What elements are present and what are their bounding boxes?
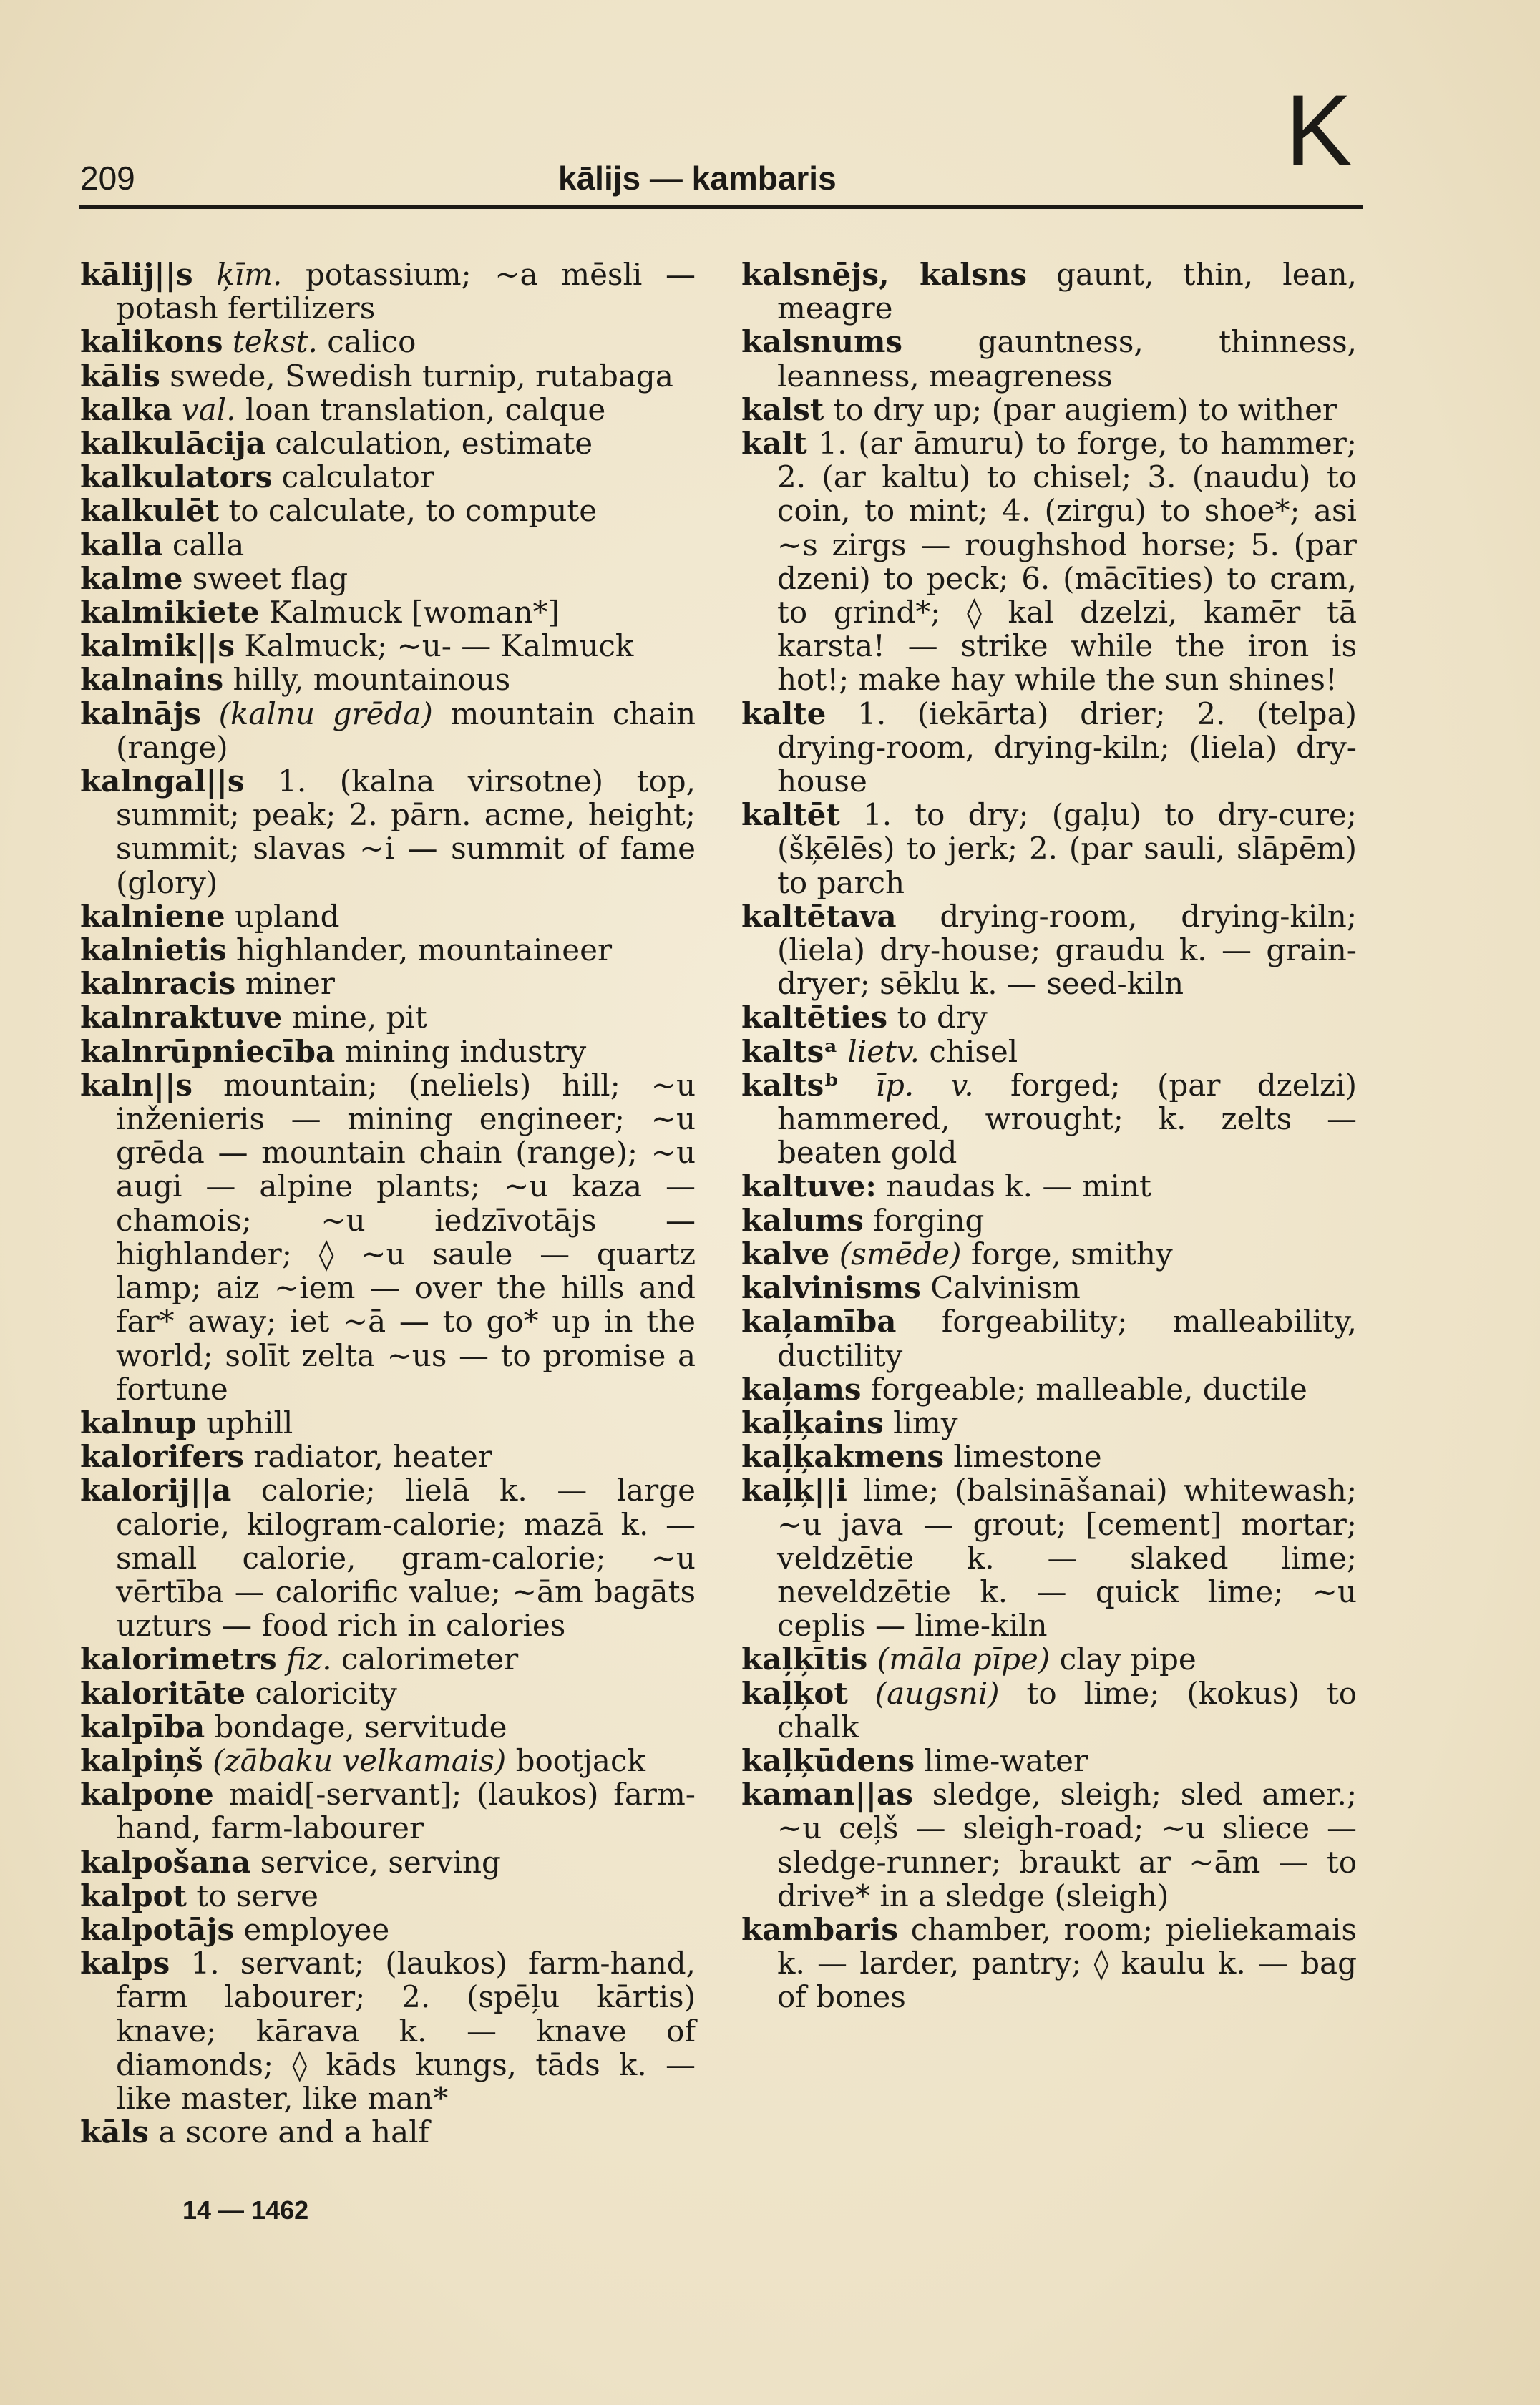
entry-headword: kalkulēt <box>80 493 219 529</box>
entry-definition: potassium; ~a mēsli — potash fertilizers <box>116 257 696 326</box>
entry-definition: sweet flag <box>192 560 349 596</box>
entry-definition: to calculate, to compute <box>228 493 598 529</box>
printer-signature: 14 — 1462 <box>182 2195 309 2225</box>
entry-headword: kalla <box>80 527 163 562</box>
entry-definition: highlander, mountaineer <box>235 932 613 968</box>
entry-headword: kaman||as <box>741 1777 913 1813</box>
entry-definition: gauntness, thinness, leanness, meagreness <box>777 324 1357 394</box>
entry-headword: kaļķ||i <box>741 1473 847 1508</box>
entry-definition: chisel <box>929 1033 1018 1069</box>
entry-definition: 1. to dry; (gaļu) to dry-cure; (šķēlēs) to jerk; 2. (par sauli, slāpēm) to parch <box>777 797 1357 900</box>
entry-definition: sledge, sleigh; sled amer.; ~u ceļš — sleigh-road; ~u sliece — sledge-runner; braukt ar ~ām — to drive* in a sledge (sleigh) <box>777 1777 1357 1913</box>
entry-headword: kālis <box>80 358 160 394</box>
entry-definition: limy <box>893 1405 958 1440</box>
dictionary-entry <box>741 1642 1357 1676</box>
dictionary-entry <box>741 258 1357 325</box>
entry-definition: a score and a half <box>158 2114 430 2150</box>
entry-headword: kalpotājs <box>80 1911 235 1947</box>
entry-headword: kalmikiete <box>80 595 260 630</box>
entry-headword: kaļķītis <box>741 1641 868 1677</box>
entry-headword: kalvinisms <box>741 1270 921 1306</box>
entry-definition: drying-room, drying-kiln; (liela) dry-house; graudu k. — grain-dryer; sēklu k. — seed-kiln <box>777 898 1357 1002</box>
entry-definition: to lime; (kokus) to chalk <box>777 1675 1357 1745</box>
dictionary-entry <box>741 1035 1357 1068</box>
entry-headword: kalte <box>741 696 827 731</box>
entry-definition: uphill <box>206 1405 293 1440</box>
dictionary-entry <box>80 967 696 1000</box>
entry-headword: kalst <box>741 391 824 427</box>
dictionary-entry <box>80 460 696 494</box>
dictionary-entry <box>741 393 1357 426</box>
dictionary-entry <box>80 528 696 562</box>
entry-definition: lime; (balsināšanai) whitewash; ~u java — grout; [cement] mortar; veldzētie k. — slaked lime; neveldzētie k. — quick lime; ~u ceplis — lime-kiln <box>777 1473 1357 1644</box>
dictionary-entry <box>80 562 696 595</box>
dictionary-entry <box>80 1000 696 1034</box>
entry-headword: kalkulators <box>80 459 273 495</box>
entry-headword: kaļķot <box>741 1675 848 1711</box>
dictionary-entry <box>80 1744 696 1777</box>
entry-headword: kaltsᵃ <box>741 1033 838 1069</box>
entry-definition: mountain chain (range) <box>116 696 696 765</box>
entry-label: (augsni) <box>874 1675 1000 1711</box>
dictionary-entry <box>80 1845 696 1879</box>
entry-definition: 1. (ar āmuru) to forge, to hammer; 2. (ar kaltu) to chisel; 3. (naudu) to coin, to mint; 4. (zirgu) to shoe*; asi ~s zirgs — roughshod horse; 5. (par dzeni) to peck; 6. (mācīties) to cram, to grind*; ◊ kal dzelzi, kamēr tā karsta! — strike while the iron is hot!; make hay while the sun shines! <box>777 426 1357 698</box>
entry-headword: kalorimetrs <box>80 1641 277 1677</box>
dictionary-entry <box>741 1068 1357 1170</box>
entry-headword: kalorij||a <box>80 1473 232 1508</box>
entry-headword: kalnājs <box>80 696 201 731</box>
entry-headword: kalniene <box>80 898 225 934</box>
header-rule <box>79 205 1363 209</box>
dictionary-entry <box>80 1642 696 1676</box>
entry-definition: calculator <box>281 459 434 495</box>
entry-definition: naudas k. — mint <box>886 1169 1151 1204</box>
entry-headword: kalnains <box>80 662 224 698</box>
dictionary-entry <box>80 1913 696 1946</box>
entry-headword: kalsnējs, kalsns <box>741 257 1028 292</box>
entry-headword: kaļams <box>741 1371 862 1407</box>
dictionary-entry <box>741 1473 1357 1642</box>
entry-headword: kalnup <box>80 1405 197 1440</box>
dictionary-entry <box>80 359 696 393</box>
dictionary-entry <box>80 595 696 629</box>
dictionary-entry <box>741 1372 1357 1406</box>
entry-definition: forgeability; malleability, ductility <box>777 1304 1357 1373</box>
entry-headword: kaln||s <box>80 1067 193 1103</box>
entry-headword: kalme <box>80 560 183 596</box>
entry-headword: kalmik||s <box>80 628 235 664</box>
entry-definition: loan translation, calque <box>245 391 606 427</box>
dictionary-entry <box>80 1035 696 1068</box>
entry-definition: Kalmuck [woman*] <box>268 595 560 630</box>
entry-definition: lime-water <box>924 1742 1088 1778</box>
entry-definition: forging <box>873 1202 985 1238</box>
entry-definition: service, serving <box>260 1844 501 1880</box>
entry-definition: bondage, servitude <box>214 1709 507 1745</box>
entry-headword: kaltēties <box>741 1000 888 1035</box>
dictionary-entry <box>80 1777 696 1845</box>
entry-headword: kalka <box>80 391 172 427</box>
dictionary-entry <box>80 1946 696 2115</box>
entry-headword: kālij||s <box>80 257 193 292</box>
entry-label: īp. v. <box>875 1067 974 1103</box>
dictionary-entry <box>80 1406 696 1440</box>
entry-headword: kaltēt <box>741 797 840 833</box>
entry-definition: gaunt, thin, lean, meagre <box>777 257 1357 326</box>
dictionary-entry <box>80 1677 696 1710</box>
entry-label: lietv. <box>847 1033 920 1069</box>
dictionary-entry <box>80 1068 696 1406</box>
entry-headword: kalorifers <box>80 1439 244 1475</box>
dictionary-entry <box>80 325 696 358</box>
entry-definition: mining industry <box>344 1033 587 1069</box>
dictionary-entry <box>741 1777 1357 1913</box>
dictionary-entry <box>741 1304 1357 1372</box>
entry-headword: kalt <box>741 426 807 462</box>
entry-definition: forged; (par dzelzi) hammered, wrought; k. zelts — beaten gold <box>777 1067 1357 1171</box>
entry-definition: hilly, mountainous <box>233 662 511 698</box>
entry-definition: calculation, estimate <box>275 426 593 462</box>
entry-headword: kalve <box>741 1236 830 1272</box>
dictionary-entry <box>80 1473 696 1642</box>
entry-headword: kalnietis <box>80 932 227 968</box>
dictionary-entry <box>741 1169 1357 1203</box>
entry-definition: calorimeter <box>341 1641 519 1677</box>
left-column <box>80 258 696 2149</box>
dictionary-entry <box>80 1710 696 1744</box>
entry-definition: miner <box>245 966 335 1002</box>
entry-definition: clay pipe <box>1059 1641 1197 1677</box>
entry-label: ķīm. <box>216 257 283 292</box>
entry-definition: forgeable; malleable, ductile <box>870 1371 1307 1407</box>
entry-label: fiz. <box>286 1641 332 1677</box>
dictionary-entry <box>80 494 696 527</box>
entry-headword: kalnracis <box>80 966 236 1002</box>
entry-headword: kalpiņš <box>80 1742 203 1778</box>
entry-definition: limestone <box>953 1439 1102 1475</box>
entry-definition: caloricity <box>255 1675 397 1711</box>
entry-headword: kaļķains <box>741 1405 884 1440</box>
dictionary-entry <box>80 426 696 460</box>
dictionary-entry <box>741 426 1357 697</box>
dictionary-entry <box>741 1271 1357 1304</box>
entry-headword: kalums <box>741 1202 864 1238</box>
entry-label: (zābaku velkamais) <box>213 1742 507 1778</box>
entry-definition: employee <box>243 1911 390 1947</box>
entry-headword: kāls <box>80 2114 149 2150</box>
entry-headword: kalps <box>80 1946 170 1981</box>
entry-definition: Calvinism <box>930 1270 1081 1306</box>
dictionary-entry <box>80 899 696 933</box>
entry-definition: to serve <box>196 1878 319 1913</box>
dictionary-entry <box>741 325 1357 392</box>
entry-label: tekst. <box>232 324 318 360</box>
entry-definition: swede, Swedish turnip, rutabaga <box>170 358 673 394</box>
entry-definition: calla <box>172 527 245 562</box>
dictionary-entry <box>741 899 1357 1001</box>
section-letter: K <box>1285 74 1353 186</box>
dictionary-entry <box>80 1879 696 1913</box>
entry-definition: 1. (iekārta) drier; 2. (telpa) drying-room, drying-kiln; (liela) dry-house <box>777 696 1357 799</box>
entry-definition: radiator, heater <box>253 1439 492 1475</box>
entry-definition: forge, smithy <box>970 1236 1173 1272</box>
entry-definition: calorie; lielā k. — large calorie, kilogram-calorie; mazā k. — small calorie, gram-calorie; ~u vērtība — calorific value; ~ām bagāts uzturs — food rich in calories <box>116 1473 696 1644</box>
entry-headword: kaloritāte <box>80 1675 246 1711</box>
dictionary-entry <box>80 393 696 426</box>
dictionary-entry <box>741 1913 1357 2014</box>
entry-headword: kaltuve: <box>741 1169 877 1204</box>
entry-definition: chamber, room; pieliekamais k. — larder, pantry; ◊ kaulu k. — bag of bones <box>777 1911 1357 2015</box>
entry-headword: kaltsᵇ <box>741 1067 839 1103</box>
entry-headword: kalpone <box>80 1777 214 1813</box>
entry-headword: kalpība <box>80 1709 205 1745</box>
entry-label: (kalnu grēda) <box>218 696 433 731</box>
entry-definition: bootjack <box>515 1742 645 1778</box>
entry-definition: mine, pit <box>291 1000 427 1035</box>
entry-headword: kaļķakmens <box>741 1439 945 1475</box>
dictionary-entry <box>80 663 696 696</box>
entry-label: (māla pīpe) <box>877 1641 1051 1677</box>
entry-headword: kalnraktuve <box>80 1000 283 1035</box>
right-column <box>741 258 1357 2014</box>
dictionary-entry <box>80 629 696 663</box>
dictionary-entry <box>80 764 696 899</box>
dictionary-entry <box>741 798 1357 899</box>
entry-definition: to dry up; (par augiem) to wither <box>833 391 1337 427</box>
entry-definition: mountain; (neliels) hill; ~u inženieris — mining engineer; ~u grēda — mountain chain (range); ~u augi — alpine plants; ~u kaza — chamois; ~u iedzīvotājs — highlander; ◊ ~u saule — quartz lamp; aiz ~iem — over the hills and far* away; iet ~ā — to go* up in the world; solīt zelta ~us — to promise a fortune <box>116 1067 696 1407</box>
entry-definition: upland <box>235 898 340 934</box>
dictionary-entry <box>741 697 1357 799</box>
entry-headword: kaltētava <box>741 898 897 934</box>
dictionary-entry <box>80 1440 696 1473</box>
dictionary-entry <box>80 258 696 325</box>
dictionary-entry <box>80 697 696 764</box>
dictionary-entry <box>741 1204 1357 1237</box>
dictionary-entry <box>80 2115 696 2149</box>
page-number: 209 <box>80 160 135 197</box>
dictionary-entry <box>741 1237 1357 1271</box>
entry-definition: 1. (kalna virsotne) top, summit; peak; 2. pārn. acme, height; summit; slavas ~i — summit of fame (glory) <box>116 764 696 900</box>
entry-headword: kalkulācija <box>80 426 266 462</box>
entry-definition: 1. servant; (laukos) farm-hand, farm labourer; 2. (spēļu kārtis) knave; kārava k. — knave of diamonds; ◊ kāds kungs, tāds k. — like master, like man* <box>116 1946 696 2116</box>
dictionary-entry <box>741 1406 1357 1440</box>
entry-definition: calico <box>327 324 416 360</box>
running-head: kālijs — kambaris <box>558 160 837 197</box>
entry-headword: kalpot <box>80 1878 187 1913</box>
entry-definition: maid[-servant]; (laukos) farm-hand, farm-labourer <box>116 1777 696 1846</box>
entry-headword: kalpošana <box>80 1844 251 1880</box>
dictionary-entry <box>741 1744 1357 1777</box>
entry-headword: kalsnums <box>741 324 903 360</box>
dictionary-entry <box>80 933 696 967</box>
entry-label: val. <box>181 391 236 427</box>
entry-headword: kaļķūdens <box>741 1742 915 1778</box>
entry-headword: kalnrūpniecība <box>80 1033 336 1069</box>
entry-definition: Kalmuck; ~u- — Kalmuck <box>244 628 634 664</box>
entry-headword: kaļamība <box>741 1304 897 1340</box>
entry-headword: kambaris <box>741 1911 899 1947</box>
dictionary-entry <box>741 1000 1357 1034</box>
entry-headword: kalikons <box>80 324 223 360</box>
entry-label: (smēde) <box>839 1236 962 1272</box>
entry-definition: to dry <box>897 1000 988 1035</box>
entry-headword: kalngal||s <box>80 764 245 799</box>
dictionary-entry <box>741 1440 1357 1473</box>
dictionary-entry <box>741 1677 1357 1744</box>
